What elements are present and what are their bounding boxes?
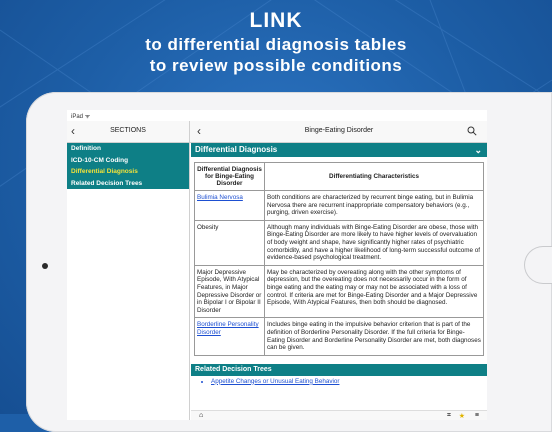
headline-subline-2: to review possible conditions — [149, 56, 403, 75]
headline-subline-1: to differential diagnosis tables — [145, 35, 407, 54]
table-row — [195, 265, 484, 318]
diagnosis-cell — [195, 191, 265, 221]
app-screen — [67, 110, 487, 420]
star-icon[interactable]: ★ — [458, 413, 465, 420]
sidebar-item-icd-coding[interactable]: ICD-10-CM Coding — [71, 156, 129, 164]
characteristics-cell: Although many individuals with Binge-Eating Disorder are obese, those with Binge-Eating Disorder are more likely to have higher levels of overvaluation of body weight and shape, have significantly higher rates of psychiatric comorbidity, and have a higher likelihood of long-term successful outcome of evidence-based psychological treatment. — [265, 220, 484, 265]
page-title: Binge-Eating Disorder — [304, 127, 374, 134]
sidebar-nav — [67, 121, 190, 143]
main-content — [191, 143, 487, 420]
characteristics-cell: Includes binge eating in the impulsive behavior criterion that is part of the definition of Borderline Personality Disorder. If the full criteria for Binge-Eating Disorder and Borderline Personality Disorder are met, both diagnoses can be given. — [265, 318, 484, 355]
camera-dot — [42, 263, 48, 269]
sidebar-item-definition[interactable]: Definition — [71, 145, 101, 152]
status-bar — [67, 110, 487, 121]
sections-list — [67, 143, 189, 189]
menu-icon[interactable]: ≡ — [474, 412, 479, 419]
diagnosis-cell — [195, 318, 265, 355]
headline-title: LINK — [249, 9, 303, 32]
sidebar-item-differential-diagnosis[interactable]: Differential Diagnosis — [71, 168, 138, 175]
sections-sidebar — [67, 143, 190, 420]
content-nav — [191, 121, 487, 143]
diagnosis-cell: Obesity — [195, 220, 265, 265]
table-row — [195, 220, 484, 265]
diagnosis-link[interactable]: Borderline Personality Disorder — [197, 321, 259, 336]
promo-headline — [0, 8, 552, 76]
wifi-icon: ᯤ — [84, 114, 91, 120]
table-row — [195, 318, 484, 355]
characteristics-cell: May be characterized by overeating along with the other symptoms of depression, but the overeating does not necessarily occur in the form of binge eating and the eating may or may not be associated with a loss of control. If criteria are met for Binge-Eating Disorder and a Major Depressive Episode, With Atypical Features, then both should be diagnosed. — [265, 265, 484, 318]
section-title: Differential Diagnosis — [195, 145, 278, 154]
characteristics-cell: Both conditions are characterized by recurrent binge eating, but in Bulimia Nervosa there are recurrent inappropriate compensatory behaviors (e.g., purging, driven exercise). — [265, 191, 484, 221]
list-item[interactable]: • Appetite Changes or Unusual Eating Behavior — [211, 378, 487, 385]
diagnosis-cell: Major Depressive Episode, With Atypical Features, in Major Depressive Disorder or in Bipolar I or Bipolar II Disorder — [195, 265, 265, 318]
column-header-diagnosis: Differential Diagnosis for Binge-Eating Disorder — [195, 163, 265, 191]
diagnosis-link[interactable]: Bulimia Nervosa — [197, 194, 243, 201]
device-label: iPad — [71, 114, 84, 120]
back-chevron-icon[interactable]: ‹ — [71, 124, 75, 138]
related-trees-list — [191, 376, 487, 385]
differential-table — [194, 162, 484, 356]
chevron-down-icon[interactable]: ⌄ — [474, 145, 482, 155]
navigation-bar — [67, 121, 487, 143]
sections-title: SECTIONS — [110, 127, 146, 134]
section-header-related[interactable]: Related Decision Trees — [191, 364, 487, 376]
home-icon[interactable]: ⌂ — [199, 412, 204, 419]
table-header-row — [195, 163, 484, 191]
sidebar-item-related-decision-trees[interactable]: Related Decision Trees — [71, 179, 143, 187]
section-header-differential[interactable] — [191, 143, 487, 157]
table-row — [195, 191, 484, 221]
search-icon[interactable] — [467, 126, 477, 136]
bottom-toolbar — [191, 410, 487, 420]
content-back-icon[interactable]: ‹ — [197, 124, 201, 138]
column-header-characteristics: Differentiating Characteristics — [265, 163, 484, 191]
tag-icon[interactable]: ⌗ — [447, 412, 451, 419]
